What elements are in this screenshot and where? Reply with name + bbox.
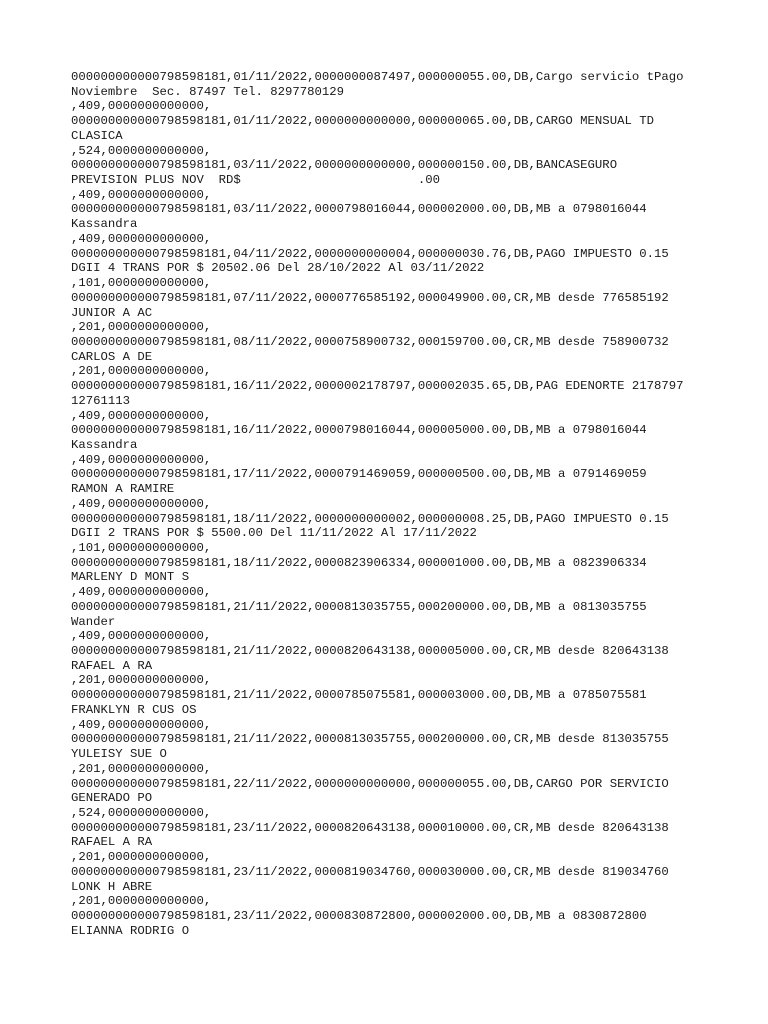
text-line: ,201,0000000000000, xyxy=(71,320,212,335)
text-line: ,524,0000000000000, xyxy=(71,143,212,158)
text-line: ,409,0000000000000, xyxy=(71,231,212,246)
text-line: ,409,0000000000000, xyxy=(71,629,212,644)
text-line: 12761113 xyxy=(71,393,131,408)
text-line: ,409,0000000000000, xyxy=(71,585,212,600)
text-line: FRANKLYN R CUS OS xyxy=(71,702,197,717)
text-line: 000000000000798598181,07/11/2022,0000776585192,000049900.00,CR,MB desde 776585192 xyxy=(71,290,669,305)
text-line: RAMON A RAMIRE xyxy=(71,482,175,497)
text-line: ,201,0000000000000, xyxy=(71,364,212,379)
text-line: 000000000000798598181,03/11/2022,0000798016044,000002000.00,DB,MB a 0798016044 xyxy=(71,202,647,217)
text-line: ,409,0000000000000, xyxy=(71,717,212,732)
text-line: ELIANNA RODRIG O xyxy=(71,923,190,938)
text-line: LONK H ABRE xyxy=(71,879,153,894)
text-line: MARLENY D MONT S xyxy=(71,570,190,585)
text-line: 000000000000798598181,21/11/2022,0000785075581,000003000.00,DB,MB a 0785075581 xyxy=(71,688,647,703)
text-line: 000000000000798598181,22/11/2022,0000000000000,000000055.00,DB,CARGO POR SERVICIO xyxy=(71,776,669,791)
text-line: JUNIOR A AC xyxy=(71,305,153,320)
text-line: Noviembre Sec. 87497 Tel. 8297780129 xyxy=(71,84,345,99)
text-line: 000000000000798598181,23/11/2022,0000830872800,000002000.00,DB,MB a 0830872800 xyxy=(71,908,647,923)
text-line: GENERADO PO xyxy=(71,791,153,806)
text-line: ,101,0000000000000, xyxy=(71,276,212,291)
text-line: Wander xyxy=(71,614,116,629)
text-line: ,524,0000000000000, xyxy=(71,805,212,820)
text-line: YULEISY SUE O xyxy=(71,747,167,762)
text-line: 000000000000798598181,23/11/2022,0000820643138,000010000.00,CR,MB desde 820643138 xyxy=(71,820,669,835)
text-line: 000000000000798598181,08/11/2022,0000758900732,000159700.00,CR,MB desde 758900732 xyxy=(71,334,669,349)
text-line: 000000000000798598181,18/11/2022,0000823906334,000001000.00,DB,MB a 0823906334 xyxy=(71,555,647,570)
text-line: 000000000000798598181,16/11/2022,0000002178797,000002035.65,DB,PAG EDENORTE 2178797 xyxy=(71,379,684,394)
text-line: CARLOS A DE xyxy=(71,349,153,364)
text-line: 000000000000798598181,01/11/2022,0000000000000,000000065.00,DB,CARGO MENSUAL TD xyxy=(71,114,654,129)
text-line: 000000000000798598181,21/11/2022,0000813035755,000200000.00,CR,MB desde 813035755 xyxy=(71,732,669,747)
text-line: 000000000000798598181,23/11/2022,0000819034760,000030000.00,CR,MB desde 819034760 xyxy=(71,864,669,879)
text-line: Kassandra xyxy=(71,437,138,452)
text-line: DGII 4 TRANS POR $ 20502.06 Del 28/10/2022 Al 03/11/2022 xyxy=(71,261,485,276)
text-line: ,201,0000000000000, xyxy=(71,761,212,776)
text-line: ,409,0000000000000, xyxy=(71,99,212,114)
text-line: ,201,0000000000000, xyxy=(71,894,212,909)
text-line: 000000000000798598181,01/11/2022,0000000087497,000000055.00,DB,Cargo servicio tPago xyxy=(71,70,684,84)
text-line: ,101,0000000000000, xyxy=(71,541,212,555)
text-line: 000000000000798598181,03/11/2022,0000000000000,000000150.00,DB,BANCASEGURO xyxy=(71,158,618,173)
text-line: ,201,0000000000000, xyxy=(71,850,212,865)
text-line: ,409,0000000000000, xyxy=(71,408,212,423)
text-line: ,409,0000000000000, xyxy=(71,496,212,511)
text-line: Kassandra xyxy=(71,217,138,232)
text-line: ,409,0000000000000, xyxy=(71,187,212,202)
text-line: PREVISION PLUS NOV RD$ .00 xyxy=(71,173,440,188)
text-line: RAFAEL A RA xyxy=(71,835,153,850)
text-line: 000000000000798598181,16/11/2022,0000798016044,000005000.00,DB,MB a 0798016044 xyxy=(71,423,647,438)
text-line: 000000000000798598181,17/11/2022,0000791469059,000000500.00,DB,MB a 0791469059 xyxy=(71,467,647,482)
text-line: 000000000000798598181,04/11/2022,0000000000004,000000030.76,DB,PAGO IMPUESTO 0.15 xyxy=(71,246,669,261)
text-line: 000000000000798598181,21/11/2022,0000813035755,000200000.00,DB,MB a 0813035755 xyxy=(71,599,647,614)
statement-text xyxy=(71,70,761,938)
text-line: DGII 2 TRANS POR $ 5500.00 Del 11/11/2022 Al 17/11/2022 xyxy=(71,526,477,541)
text-line: 000000000000798598181,18/11/2022,0000000000002,000000008.25,DB,PAGO IMPUESTO 0.15 xyxy=(71,511,669,526)
text-line: CLASICA xyxy=(71,128,123,143)
text-line: ,409,0000000000000, xyxy=(71,452,212,467)
text-line: 000000000000798598181,21/11/2022,0000820643138,000005000.00,CR,MB desde 820643138 xyxy=(71,644,669,659)
text-line: RAFAEL A RA xyxy=(71,658,153,673)
text-line: ,201,0000000000000, xyxy=(71,673,212,688)
